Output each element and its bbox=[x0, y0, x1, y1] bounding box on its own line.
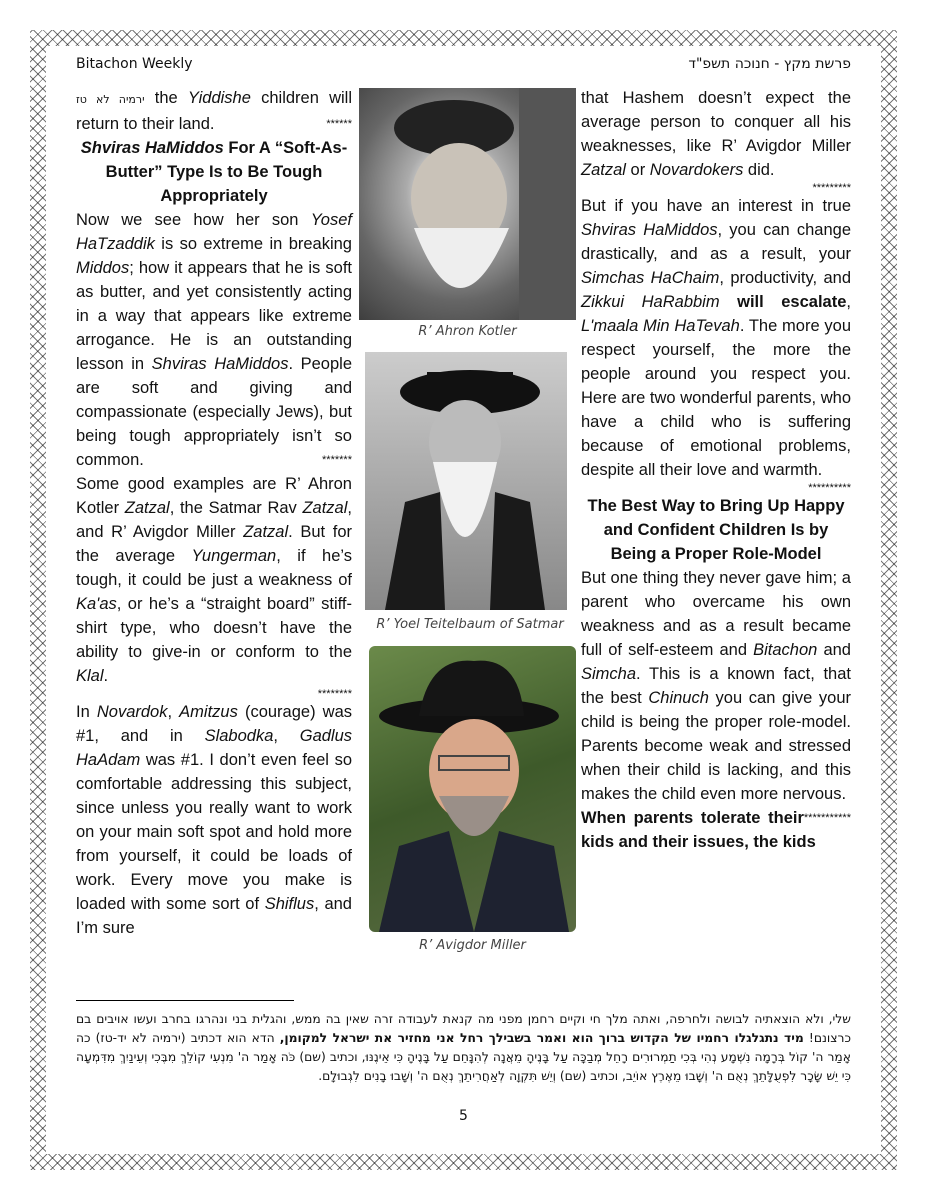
left-column bbox=[76, 86, 352, 940]
paragraph bbox=[581, 566, 851, 824]
text-run: Simchas HaChaim bbox=[581, 269, 720, 287]
portrait-icon bbox=[359, 88, 576, 320]
paragraph bbox=[581, 194, 851, 482]
text-run: When parents tolerate their kids and their issues, the kids bbox=[581, 809, 816, 851]
text-run: Shiflus bbox=[264, 895, 315, 913]
text-run: Ka'as bbox=[76, 595, 117, 613]
text-run: Some good examples are R’ Ahron Kotler bbox=[76, 475, 352, 517]
footnote-text: מיד נתגלגלו רחמיו של הקדוש ברוך הוא ואמר בשבילך רחל אני מחזיר את ישראל למקומן, bbox=[279, 1031, 804, 1045]
text-run: , productivity, and bbox=[719, 269, 852, 287]
text-run: Yiddishe bbox=[187, 89, 251, 107]
separator-stars: *********** bbox=[803, 812, 851, 824]
text-run: Klal bbox=[76, 667, 104, 685]
text-run: Gadlus HaAdam bbox=[76, 727, 353, 769]
text-run: L'maala Min HaTevah bbox=[581, 317, 740, 335]
text-run: Slabodka bbox=[204, 727, 274, 745]
text-run: , or he’s a “straight board” stiff-shirt type, who doesn’t have the ability to give-in or conform to the bbox=[76, 595, 352, 661]
text-run: Simcha bbox=[581, 665, 637, 683]
photo-caption: R’ Ahron Kotler bbox=[418, 324, 517, 339]
text-run: Now we see how her son bbox=[76, 211, 311, 229]
text-run bbox=[720, 293, 738, 311]
text-run: Novardok bbox=[96, 703, 168, 721]
text-run: or bbox=[625, 161, 650, 179]
text-run: . bbox=[103, 667, 109, 685]
text-run: Zatzal bbox=[581, 161, 626, 179]
text-run: , you can change drastically, and as a result, your bbox=[581, 221, 851, 263]
text-run: Yungerman bbox=[191, 547, 277, 565]
text-run: Zatzal bbox=[302, 499, 348, 517]
paragraph bbox=[76, 208, 352, 472]
text-run: you can give your child is being the proper role-model. Parents become weak and stressed when their child is lacking, and this makes the child even more nervous. bbox=[581, 689, 851, 803]
separator-stars: ******* bbox=[322, 454, 352, 466]
separator-stars: ********** bbox=[808, 482, 851, 494]
paragraph bbox=[76, 472, 352, 688]
text-run: . This is a known fact, that the best bbox=[581, 665, 851, 707]
text-run: Novardokers bbox=[649, 161, 744, 179]
text-run: Amitzus bbox=[179, 703, 238, 721]
text-run: But if you have an interest in true bbox=[581, 197, 851, 215]
text-run: , the Satmar Rav bbox=[169, 499, 303, 517]
text-run: will escalate bbox=[737, 293, 847, 311]
text-run: , and I’m sure bbox=[76, 895, 352, 937]
text-run: The Best Way to Bring Up Happy and Confident Children Is by Being a Proper Role-Model bbox=[587, 497, 845, 563]
text-run: . But for the average bbox=[76, 523, 352, 565]
paragraph bbox=[76, 700, 352, 940]
text-run: Zikkui HaRabbim bbox=[581, 293, 720, 311]
text-run: ; how it appears that he is soft as butter, and yet consistently acting in a way that appears like extreme arrogance. He is an outstanding lesson in bbox=[76, 259, 352, 373]
text-run: the bbox=[144, 89, 188, 107]
text-run: children will return to their land. bbox=[76, 89, 352, 133]
footnote-text: שלי, ולא הוצאתיה לבושה ולחרפה, ואתה מלך חי וקיים רחמן מפני מה קנאת לעבודה זרה שאין בה ממש, והגלית בני ונהרגו בחרב ועשו אויבים בם כרצונם! bbox=[76, 1012, 851, 1045]
text-run: Middos bbox=[76, 259, 130, 277]
hebrew-citation: ירמיה לא טז bbox=[76, 93, 145, 106]
text-run: (courage) was #1, and in bbox=[76, 703, 352, 745]
newsletter-title: Bitachon Weekly bbox=[76, 56, 193, 72]
text-run: Chinuch bbox=[648, 689, 709, 707]
text-run: , bbox=[273, 727, 300, 745]
text-run: Yosef HaTzaddik bbox=[76, 211, 352, 253]
paragraph bbox=[76, 86, 352, 136]
footnote-divider bbox=[76, 1000, 294, 1001]
separator-stars: ********* bbox=[812, 182, 851, 194]
separator-stars: ****** bbox=[326, 118, 352, 130]
text-run: , and R’ Avigdor Miller bbox=[76, 499, 352, 541]
text-run: is so extreme in breaking bbox=[154, 235, 352, 253]
text-run: was #1. I don’t even feel so comfortable addressing this subject, since unless you really want to work on your main soft spot and hold more from yourself, it could be loads of work. Every move you make is loaded with some sort of bbox=[76, 751, 352, 913]
photo-caption: R’ Yoel Teitelbaum of Satmar bbox=[376, 617, 564, 632]
text-run: , if he’s tough, it could be just a weakness of bbox=[76, 547, 352, 589]
section-heading bbox=[581, 494, 851, 566]
text-run: Zatzal bbox=[124, 499, 170, 517]
paragraph bbox=[581, 86, 851, 182]
footnote bbox=[76, 1010, 851, 1086]
separator-stars: ******** bbox=[317, 688, 352, 700]
text-run: that Hashem doesn’t expect the average person to conquer all his weaknesses, like R’ Avigdor Miller bbox=[581, 89, 851, 155]
text-run: . People are soft and giving and compassionate (especially Jews), but being tough appropriately isn’t so common. bbox=[76, 355, 353, 469]
portrait-icon bbox=[369, 646, 576, 932]
text-run: , bbox=[167, 703, 180, 721]
text-run: did. bbox=[743, 161, 775, 179]
text-run: and bbox=[817, 641, 851, 659]
text-run: . The more you respect yourself, the more the people around you respect you. Here are two wonderful parents, who have a child who is suffering because of emotional problems, despite all their love and warmth. bbox=[581, 317, 851, 479]
right-column bbox=[581, 86, 851, 854]
text-run: Shviras HaMiddos bbox=[581, 221, 718, 239]
section-heading bbox=[76, 136, 352, 208]
photo-yoel-teitelbaum bbox=[365, 352, 567, 610]
text-run: But one thing they never gave him; a parent who overcame his own weakness and as a result became full of self-esteem and bbox=[581, 569, 851, 659]
text-run: Shviras HaMiddos bbox=[151, 355, 289, 373]
text-run: In bbox=[76, 703, 97, 721]
text-run: Shviras HaMiddos bbox=[80, 139, 224, 157]
portrait-icon bbox=[365, 352, 567, 610]
footnote-text: הדא הוא דכתיב (ירמיה לא יד-טז) כה אָמַר ה' קוֹל בְּרָמָה נִשְׁמָע נְהִי בְּכִי תַמְרוּרִים רָחֵל מְבַכָּה עַל בָּנֶיהָ מֵאֲנָה לְהִנָּחֵם עַל בָּנֶיהָ כִּי אֵינֶנּוּ, וכתיב (שם) כֹּה אָמַר ה' מִנְעִי קוֹלֵךְ מִבֶּכִי וְעֵינַיִךְ מִדִּמְעָה כִּי יֵשׁ שָׂכָר לִפְעֻלָּתֵךְ נְאֻם ה' וְשָׁבוּ מֵאֶרֶץ אוֹיֵב, וכתיב (שם) וְיֵשׁ תִּקְוָה לְאַחֲרִיתֵךְ נְאֻם ה' וְשָׁבוּ בָנִים לִגְבוּלָם. bbox=[76, 1031, 851, 1083]
text-run: For A “Soft-As-Butter” Type Is to Be Tough Appropriately bbox=[105, 139, 348, 205]
parsha-title: פרשת מקץ - חנוכה תשפ"ד bbox=[688, 56, 851, 72]
text-run: Bitachon bbox=[753, 641, 818, 659]
photo-caption: R’ Avigdor Miller bbox=[419, 938, 526, 953]
text-run: Zatzal bbox=[243, 523, 289, 541]
text-run: , bbox=[846, 293, 851, 311]
photo-avigdor-miller bbox=[369, 646, 576, 932]
photo-ahron-kotler bbox=[359, 88, 576, 320]
page-number: 5 bbox=[459, 1108, 468, 1124]
